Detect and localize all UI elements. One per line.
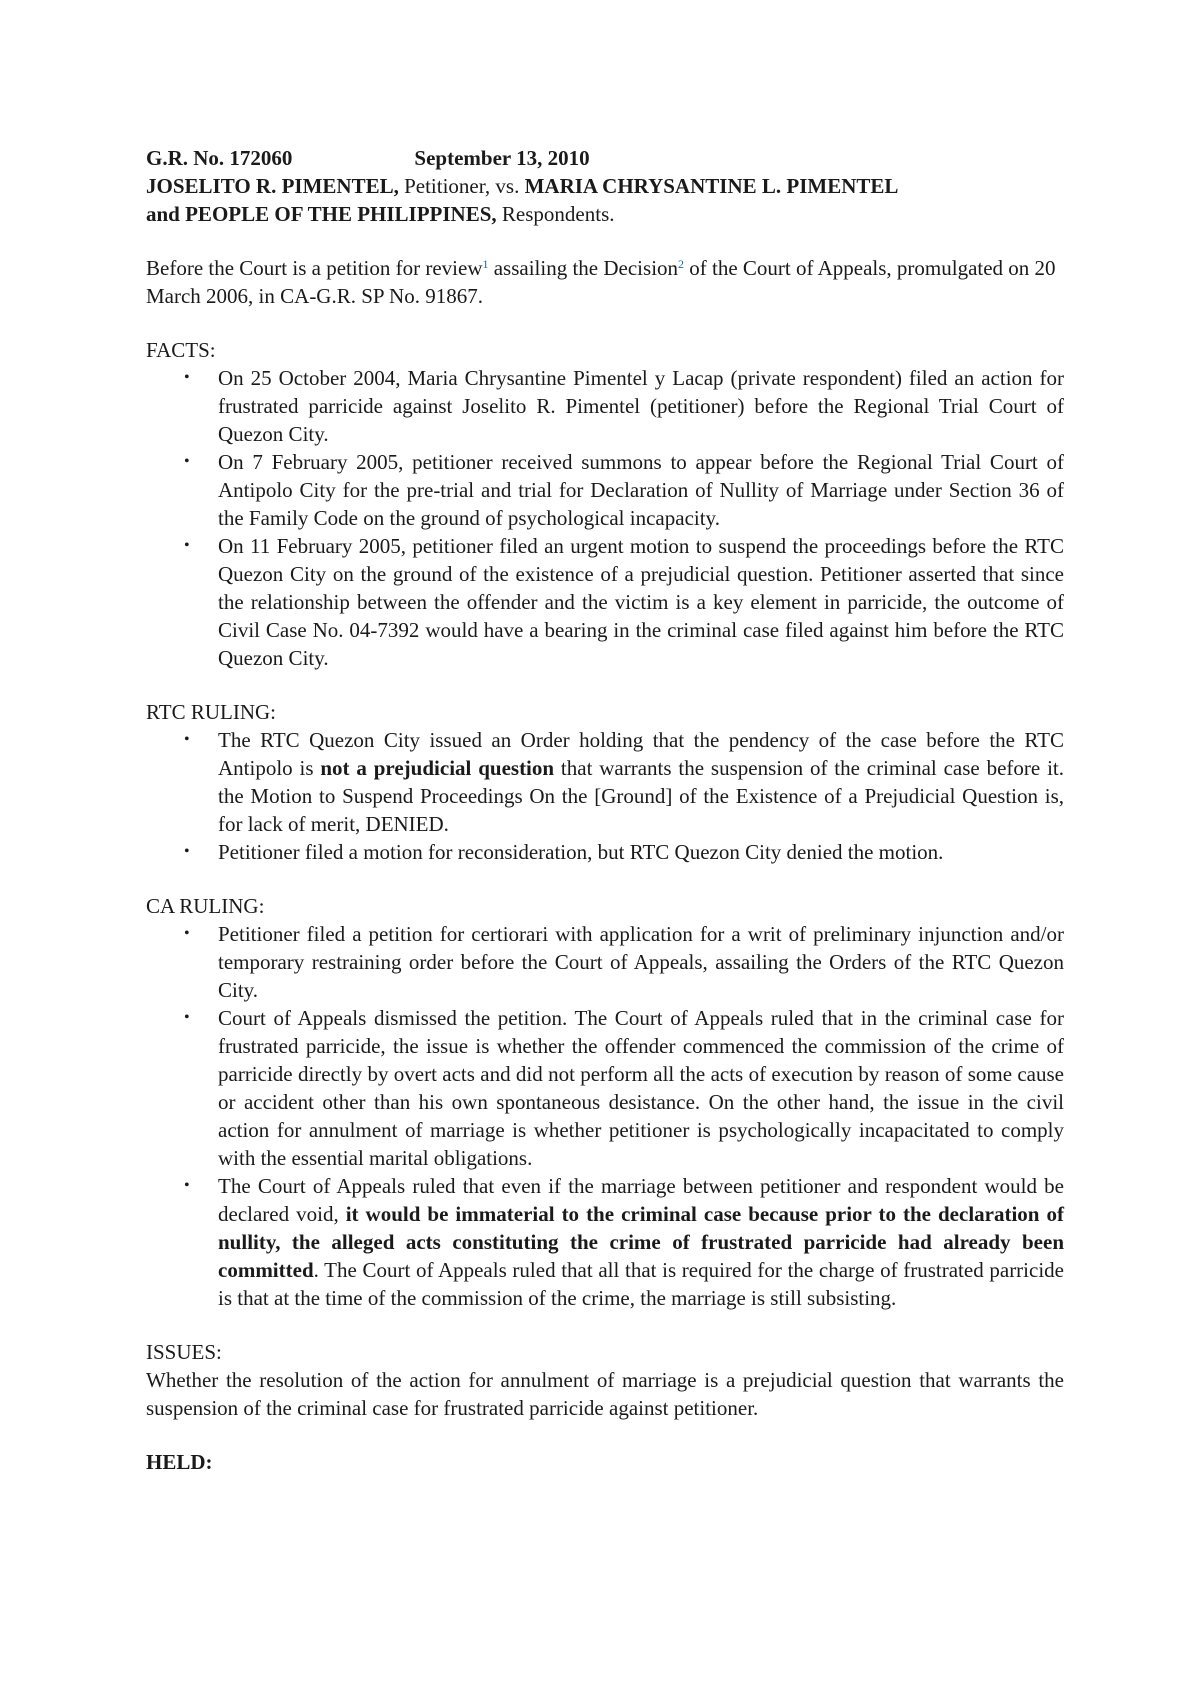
issues-text: Whether the resolution of the action for annulment of marriage is a prejudicial question that warrants the suspension of the criminal case for frustrated parricide against petitioner. (146, 1368, 1064, 1420)
decision-date: September 13, 2010 (414, 146, 590, 170)
bullet-icon: • (184, 1177, 190, 1194)
ca-ruling-section (146, 892, 1064, 1312)
respondent-name-2: and PEOPLE OF THE PHILIPPINES, (146, 202, 497, 226)
issues-section (146, 1338, 1064, 1422)
list-item-text: The RTC Quezon City issued an Order holding that the pendency of the case before the RTC Antipolo is (218, 728, 1064, 780)
footnote-ref-2[interactable]: 2 (678, 257, 685, 271)
gr-number: G.R. No. 172060 (146, 146, 293, 170)
rtc-ruling-heading: RTC RULING: (146, 700, 276, 724)
intro-paragraph (146, 254, 1064, 310)
list-item (146, 1172, 1064, 1312)
rtc-ruling-list (146, 726, 1064, 866)
list-item-text: On 11 February 2005, petitioner filed an urgent motion to suspend the proceedings before the RTC Quezon City on the ground of the existence of a prejudicial question. Petitioner asserted that since the relationship between the offender and the victim is a key element in parricide, the outcome of Civil Case No. 04-7392 would have a bearing in the criminal case filed against him before the RTC Quezon City. (218, 534, 1064, 670)
petitioner-role: Petitioner, vs. (398, 174, 525, 198)
list-item-text: that warrants the suspension of the criminal case before it. the Motion to Suspend Proceedings On the [Ground] of the Existence of a Prejudicial Question is, for lack of merit, DENIED. (218, 756, 1064, 836)
facts-section (146, 336, 1064, 672)
facts-list (146, 364, 1064, 672)
bullet-icon: • (184, 925, 190, 942)
bullet-icon: • (184, 453, 190, 470)
held-section (146, 1448, 1064, 1476)
bullet-icon: • (184, 369, 190, 386)
respondent-role: Respondents. (496, 202, 615, 226)
intro-text-2: assailing the Decision (488, 256, 679, 280)
footnote-ref-1[interactable]: 1 (482, 257, 489, 271)
bullet-icon: • (184, 1009, 190, 1026)
case-header-line (146, 144, 1064, 172)
issues-heading: ISSUES: (146, 1340, 222, 1364)
respondent-name-1: MARIA CHRYSANTINE L. PIMENTEL (524, 174, 899, 198)
rtc-ruling-section (146, 698, 1064, 866)
list-item-text: Petitioner filed a motion for reconsideration, but RTC Quezon City denied the motion. (218, 840, 944, 864)
bullet-icon: • (184, 731, 190, 748)
held-heading: HELD: (146, 1450, 213, 1474)
facts-heading: FACTS: (146, 338, 216, 362)
ca-ruling-heading: CA RULING: (146, 894, 265, 918)
list-item-text: The Court of Appeals ruled that even if the marriage between petitioner and respondent would be declared void, (218, 1174, 1064, 1226)
list-item (146, 1004, 1064, 1172)
ca-ruling-list (146, 920, 1064, 1312)
list-item (146, 448, 1064, 532)
case-parties (146, 172, 1064, 228)
list-item (146, 364, 1064, 448)
emphasis-text: it would be immaterial to the criminal case because prior to the declaration of nullity, the alleged acts constituting the crime of frustrated parricide had already been committed (218, 1202, 1064, 1282)
emphasis-text: not a prejudicial question (320, 756, 555, 780)
list-item (146, 838, 1064, 866)
bullet-icon: • (184, 537, 190, 554)
list-item (146, 532, 1064, 672)
list-item-text: On 25 October 2004, Maria Chrysantine Pimentel y Lacap (private respondent) filed an action for frustrated parricide against Joselito R. Pimentel (petitioner) before the Regional Trial Court of Quezon City. (218, 366, 1064, 446)
list-item-text: Petitioner filed a petition for certiorari with application for a writ of preliminary injunction and/or temporary restraining order before the Court of Appeals, assailing the Orders of the RTC Quezon City. (218, 922, 1064, 1002)
petitioner-name: JOSELITO R. PIMENTEL, (146, 174, 399, 198)
intro-text-3: of the Court of Appeals, promulgated on 20 March 2006, in CA-G.R. SP No. 91867. (146, 256, 1056, 308)
list-item-text: Court of Appeals dismissed the petition. The Court of Appeals ruled that in the criminal case for frustrated parricide, the issue is whether the offender commenced the commission of the crime of parricide directly by overt acts and did not perform all the acts of execution by reason of some cause or accident other than his own spontaneous desistance. On the other hand, the issue in the civil action for annulment of marriage is whether petitioner is psychologically incapacitated to comply with the essential marital obligations. (218, 1006, 1064, 1170)
list-item-text: On 7 February 2005, petitioner received summons to appear before the Regional Trial Court of Antipolo City for the pre-trial and trial for Declaration of Nullity of Marriage under Section 36 of the Family Code on the ground of psychological incapacity. (218, 450, 1064, 530)
list-item (146, 920, 1064, 1004)
document-page (146, 144, 1064, 1476)
intro-text-1: Before the Court is a petition for review (146, 256, 483, 280)
list-item (146, 726, 1064, 838)
bullet-icon: • (184, 843, 190, 860)
list-item-text: . The Court of Appeals ruled that all that is required for the charge of frustrated parricide is that at the time of the commission of the crime, the marriage is still subsisting. (218, 1258, 1064, 1310)
